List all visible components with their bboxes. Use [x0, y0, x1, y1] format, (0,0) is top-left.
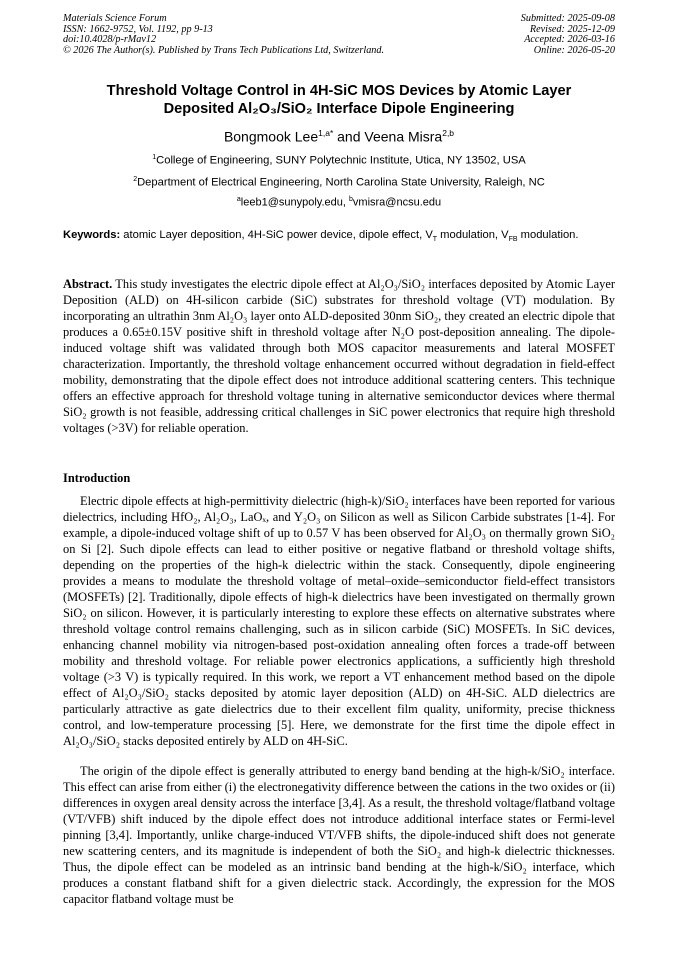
author-1-name: Bongmook Lee: [223, 128, 319, 145]
affiliation-2-mark: 2: [133, 176, 138, 183]
introduction-paragraph-1: Electric dipole effects at high-permittivity dielectric (high-k)/SiO₂ interfaces have been reported for various dielectrics, including HfO₂, Al₂O₃, LaOₓ, and Y₂O₃ on Silicon as well as Silicon Carbide substrates [1-4]. For example, a dipole-induced voltage shift of up to 0.57 V has been observed for Al₂O₃ on thermally grown SiO₂ on Si [2]. Such dipole effects can lead to either positive or negative flatband or threshold voltage shifts, depending on the properties of the high-k dielectric within the stack. Consequently, dipole engineering provides a means to modulate the threshold voltage of metal–oxide–semiconductor field-effect transistors (MOSFETs) [2]. Traditionally, dipole effects of high-k dielectrics have been investigated on thermally grown SiO₂ on silicon. However, it is particularly interesting to explore these effects on alternative substrates where threshold voltage control remains challenging, such as in silicon carbide (SiC) MOSFETs. In SiC devices, enhancing channel mobility via nitrogen-based post-oxidation annealing often forces a trade-off between mobility and threshold voltage. For reliable power electronics applications, a sufficiently high threshold voltage (>3 V) is typically required. In this work, we report a VT enhancement method based on the dipole effect of Al₂O₃/SiO₂ stacks deposited by atomic layer deposition (ALD) on 4H-SiC. ALD dielectrics are particularly attractive as gate dielectrics due to their excellent film quality, uniformity, precise thickness control, and low-temperature processing [5]. Here, we demonstrate for the first time the dipole effect in Al₂O₃/SiO₂ stacks deposited entirely by ALD on 4H-SiC.: [63, 494, 615, 748]
issn-line: ISSN: 1662-9752, Vol. 1192, pp 9-13: [63, 23, 213, 35]
abstract-text: This study investigates the electric dipole effect at Al₂O₃/SiO₂ interfaces deposited by Atomic Layer Deposition (ALD) on 4H-silicon carbide (SiC) substrates for threshold voltage (VT) modulation. By incorporating an ultrathin 3nm Al₂O₃ layer onto ALD-deposited 30nm SiO₂, they created an electric dipole that produces a 0.65±0.15V positive shift in threshold voltage after N₂O post-deposition annealing. The dipole-induced voltage shift was validated through both MOS capacitor measurements and lateral MOSFET characterization. Importantly, the threshold voltage enhancement occurred without degradation in field-effect mobility, demonstrating that the dipole effect does not introduce additional scattering centers. This technique offers an effective approach for threshold voltage tuning in alternative semiconductor devices where thermal SiO₂ growth is not feasible, addressing critical challenges in SiC power electronics that require high threshold voltages (>3V) for reliable operation.: [63, 277, 615, 435]
copyright-line: © 2026 The Author(s). Published by Trans Tech Publications Ltd, Switzerland.: [63, 44, 385, 56]
keywords-text-2: modulation, V: [437, 229, 509, 241]
author-1-marks: 1,a*: [318, 128, 334, 138]
affiliation-1: [40, 151, 638, 168]
keywords-text-1: atomic Layer deposition, 4H-SiC power device, dipole effect, V: [120, 229, 433, 241]
abstract: [63, 276, 615, 436]
accepted-date: Accepted: 2026-03-16: [524, 34, 615, 46]
journal-header: [63, 14, 384, 56]
email-a-mark: a: [236, 196, 241, 203]
journal-name: Materials Science Forum: [63, 13, 167, 24]
keywords-label: Keywords:: [63, 229, 121, 241]
email-b-mark: b: [349, 196, 353, 203]
author-conjunction: and: [333, 128, 365, 145]
title-line-2: Deposited Al₂O₃/SiO₂ Interface Dipole Engineering: [163, 101, 515, 117]
submission-dates: [521, 14, 615, 56]
doi-line: doi:10.4028/p-rMav12: [63, 34, 157, 46]
affiliation-1-text: College of Engineering, SUNY Polytechnic Institute, Utica, NY 13502, USA: [156, 154, 526, 167]
title-line-1: Threshold Voltage Control in 4H-SiC MOS Devices by Atomic Layer: [106, 83, 572, 99]
affiliation-1-mark: 1: [152, 154, 157, 161]
revised-date: Revised: 2025-12-09: [529, 23, 615, 35]
keywords-sub-t: T: [432, 236, 438, 244]
paper-title: [40, 82, 638, 118]
email-b[interactable]: vmisra@ncsu.edu: [352, 196, 442, 209]
introduction-paragraph-2: The origin of the dipole effect is generally attributed to energy band bending at the high-k/SiO₂ interface. This effect can arise from either (i) the electronegativity difference between the cations in the two oxides or (ii) differences in oxygen areal density across the interface [3,4]. As a result, the threshold voltage/flatband voltage (VT/VFB) shift induced by the dipole effect does not introduce additional interface states or Fermi-level pinning [3,4]. Importantly, unlike charge-induced VT/VFB shifts, the dipole-induced shift does not generate new scattering centers, and its magnitude is independent of both the SiO₂ and high-k dielectric thicknesses. Thus, the dipole effect can be modeled as an intrinsic band bending at the high-k/SiO₂ interface, which produces a constant flatband shift for a given dielectric stack. Accordingly, the expression for the MOS capacitor flatband voltage must be: [63, 764, 615, 906]
author-emails: [40, 193, 638, 210]
author-2-name: Veena Misra: [364, 128, 443, 145]
email-a[interactable]: leeb1@sunypoly.edu,: [240, 196, 349, 209]
introduction-heading: Introduction: [63, 471, 131, 485]
keywords-sub-fb: FB: [508, 236, 518, 244]
author-2-marks: 2,b: [442, 128, 455, 138]
submitted-date: Submitted: 2025-09-08: [520, 13, 615, 24]
online-date: Online: 2026-05-20: [533, 44, 615, 56]
author-list: [40, 124, 638, 146]
affiliation-2-text: Department of Electrical Engineering, North Carolina State University, Raleigh, NC: [137, 176, 545, 189]
affiliation-2: [40, 173, 638, 190]
abstract-label: Abstract.: [63, 277, 113, 291]
keywords-text-3: modulation.: [517, 229, 579, 241]
keywords-block: [63, 228, 615, 247]
